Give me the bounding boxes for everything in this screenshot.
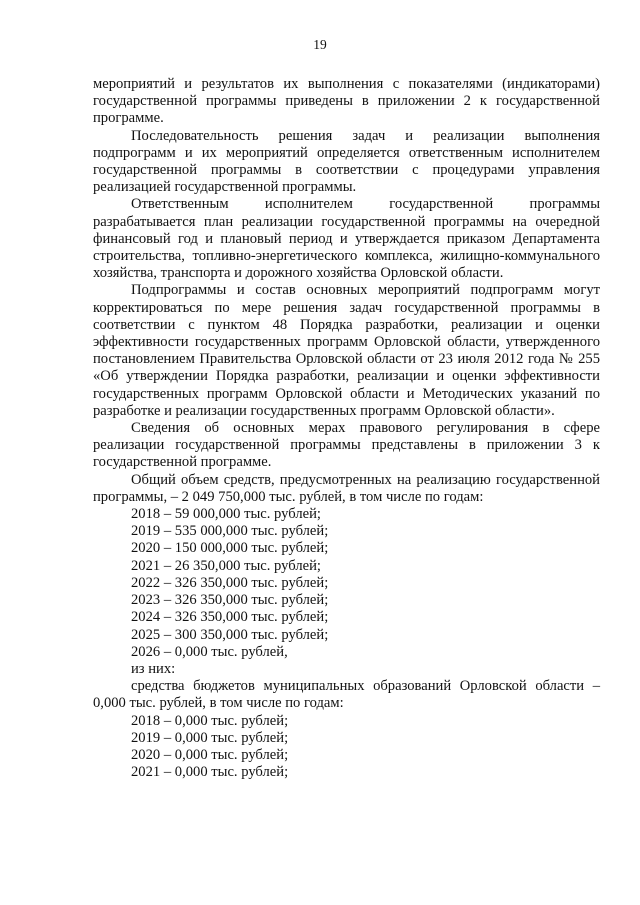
paragraph-implementation-plan: Ответственным исполнителем государственной программы разрабатывается план реализации государственной программы на очередной финансовый год и плановый период и утверждается приказом Департамента строительства, топливно-энергетического комплекса, жилищно-коммунального хозяйства, транспорта и дорожного хозяйства Орловской области. [93,196,600,282]
total-funding-by-year-list [93,506,600,678]
document-body [93,76,600,781]
list-item: 2018 – 59 000,000 тыс. рублей; [131,506,321,523]
list-item: 2020 – 150 000,000 тыс. рублей; [131,540,329,557]
list-item: 2022 – 326 350,000 тыс. рублей; [131,574,329,591]
paragraph-results-indicators: мероприятий и результатов их выполнения с показателями (индикаторами) государственной программы приведены в приложении 2 к государственной программе. [93,76,600,127]
list-item: 2021 – 0,000 тыс. рублей; [131,764,289,781]
list-item: 2025 – 300 350,000 тыс. рублей; [131,626,329,643]
of-which-label: из них: [131,660,176,677]
paragraph-municipal-funding: средства бюджетов муниципальных образований Орловской области – 0,000 тыс. рублей, в том числе по годам: [93,678,600,712]
list-item: 2026 – 0,000 тыс. рублей, [131,643,288,660]
municipal-funding-by-year-list [93,713,600,782]
list-item: 2018 – 0,000 тыс. рублей; [131,712,289,729]
list-item: 2024 – 326 350,000 тыс. рублей; [131,609,329,626]
list-item: 2019 – 0,000 тыс. рублей; [131,729,289,746]
paragraph-legal-regulation: Сведения об основных мерах правового регулирования в сфере реализации государственной программы представлены в приложении 3 к государственной программе. [93,420,600,471]
page-number: 19 [313,37,327,52]
paragraph-total-funding: Общий объем средств, предусмотренных на реализацию государственной программы, – 2 049 750,000 тыс. рублей, в том числе по годам: [93,471,600,505]
list-item: 2021 – 26 350,000 тыс. рублей; [131,557,321,574]
paragraph-task-sequence: Последовательность решения задач и реализации выполнения подпрограмм и их мероприятий определяется ответственным исполнителем государственной программы в соответствии с процедурами управления реализацией государственной программы. [93,127,600,196]
list-item: 2023 – 326 350,000 тыс. рублей; [131,592,329,609]
list-item: 2020 – 0,000 тыс. рублей; [131,746,289,763]
list-item: 2019 – 535 000,000 тыс. рублей; [131,523,329,540]
paragraph-subprogram-adjustment: Подпрограммы и состав основных мероприятий подпрограмм могут корректироваться по мере решения задач государственной программы в соответствии с пунктом 48 Порядка разработки, реализации и оценки эффективности государственных программ Орловской области, утвержденного постановлением Правительства Орловской области от 23 июля 2012 года № 255 «Об утверждении Порядка разработки, реализации и оценки эффективности государственных программ Орловской области и Методических указаний по разработке и реализации государственных программ Орловской области». [93,282,600,419]
